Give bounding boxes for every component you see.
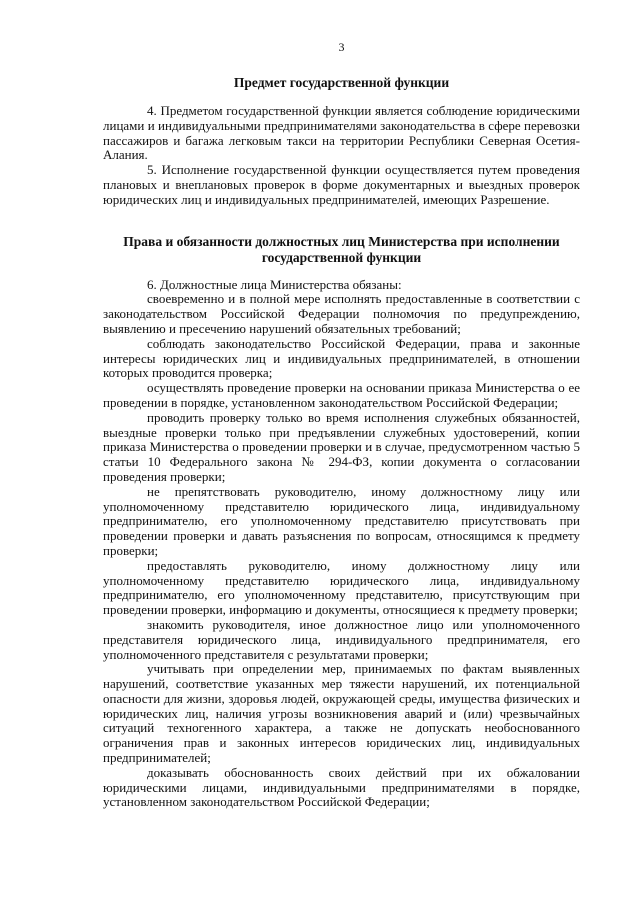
paragraph: предоставлять руководителю, иному должностному лицу или уполномоченному представителю юридического лица, индивидуальному предпринимателю, его уполномоченному представителю, присутствующим при проведении проверки, информацию и документы, относящиеся к предмету проверки; [103, 557, 580, 618]
paragraph: учитывать при определении мер, принимаемых по фактам выявленных нарушений, соответствие указанных мер тяжести нарушений, их потенциальной опасности для жизни, здоровья людей, окружающей среды, имущества физических и юридических лиц, наличия угрозы возникновения аварий и (или) чрезвычайных ситуаций техногенного характера, а также не допускать необоснованного ограничения прав и законных интересов юридических лиц, индивидуальных предпринимателей; [103, 661, 580, 766]
section-rights-body [103, 278, 580, 811]
paragraph: 5. Исполнение государственной функции осуществляется путем проведения плановых и внеплановых проверок в форме документарных и выездных проверок юридических лиц и индивидуальных предпринимателей, имеющих Разрешение. [103, 162, 580, 207]
paragraph: не препятствовать руководителю, иному должностному лицу или уполномоченному представителю юридического лица, индивидуальному предпринимателю, его уполномоченному представителю присутствовать при проведении проверки и давать разъяснения по вопросам, относящимся к предмету проверки; [103, 483, 580, 558]
section-heading-line: Права и обязанности должностных лиц Министерства при исполнении [123, 233, 560, 249]
paragraph: соблюдать законодательство Российской Федерации, права и законные интересы юридических лиц и индивидуальных предпринимателей, в отношении которых проводится проверка; [103, 335, 580, 381]
paragraph: 4. Предметом государственной функции является соблюдение юридическими лицами и индивидуальными предпринимателями законодательства в сфере перевозки пассажиров и багажа легковым такси на территории Республики Северная Осетия-Алания. [103, 103, 580, 163]
paragraph: осуществлять проведение проверки на основании приказа Министерства о ее проведении в порядке, установленном законодательством Российской Федерации; [103, 380, 580, 410]
paragraph: 6. Должностные лица Министерства обязаны: [147, 276, 402, 292]
page-number: 3 [338, 40, 345, 54]
paragraph: проводить проверку только во время исполнения служебных обязанностей, выездные проверки только при предъявлении служебных удостоверений, копии приказа Министерства о проведении проверки и в случае, предусмотренном частью 5 статьи 10 Федерального закона № 294-ФЗ, копии документа о согласовании проведения проверки; [103, 409, 580, 484]
paragraph: знакомить руководителя, иное должностное лицо или уполномоченного представителя юридического лица, индивидуального предпринимателя, его уполномоченного представителя с результатами проверки; [103, 616, 580, 662]
paragraph: доказывать обоснованность своих действий при их обжаловании юридическими лицами, индивидуальными предпринимателями в порядке, установленном законодательством Российской Федерации; [103, 764, 580, 810]
section-heading-subject: Предмет государственной функции [233, 75, 450, 90]
paragraph: своевременно и в полной мере исполнять предоставленные в соответствии с законодательством Российской Федерации полномочия по предупреждению, выявлению и пресечению нарушений обязательных требований; [103, 291, 580, 336]
section-subject-body [103, 104, 580, 208]
section-heading-line: государственной функции [261, 249, 422, 265]
section-heading-rights [103, 234, 580, 266]
